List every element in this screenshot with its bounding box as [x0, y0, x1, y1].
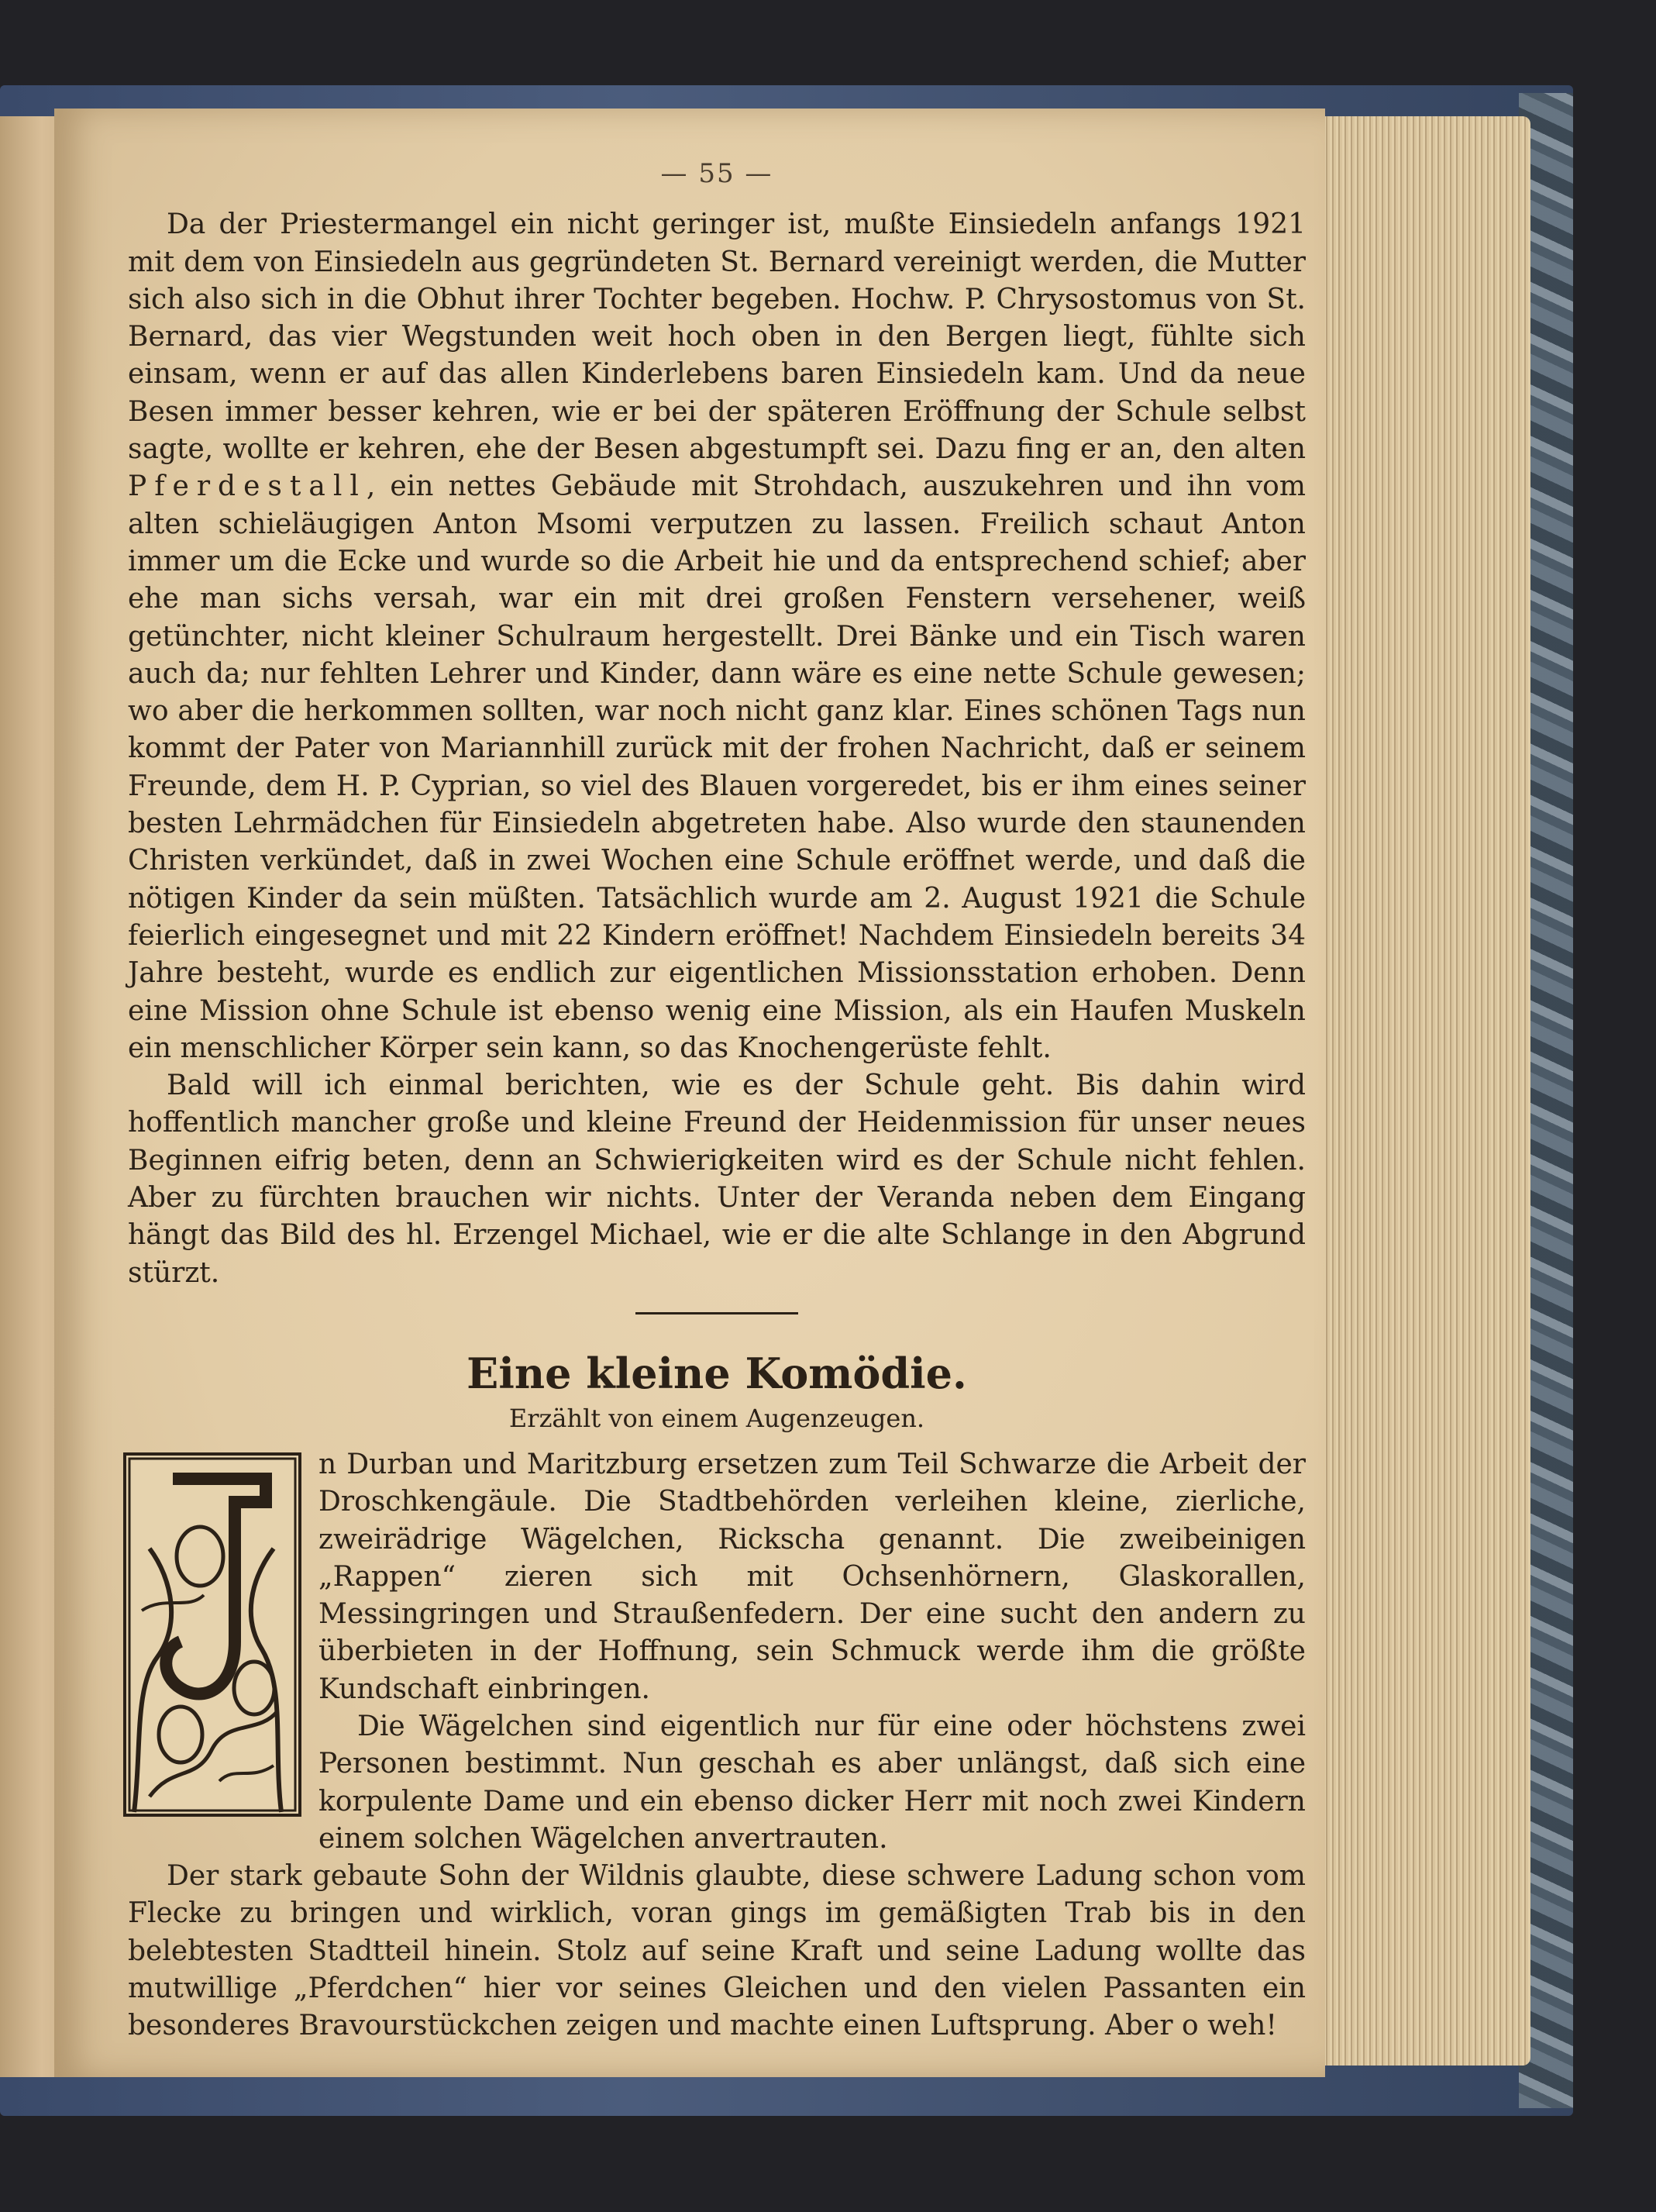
- story-subtitle: Erzählt von einem Augenzeugen.: [508, 1403, 925, 1433]
- paragraph-2: Bald will ich einmal berichten, wie es der Schule geht. Bis dahin wird hoffentlich mancher große und kleine Freund der Heidenmission für unser neues Beginnen eifrig beten, denn an Schwierigkeiten wird es der Schule nicht fehlen. Aber zu fürchten brauchen wir nichts. Unter der Veranda neben dem Eingang hängt das Bild des hl. Erzengel Michael, wie er die alte Schlange in den Abgrund stürzt.: [128, 1070, 1306, 1289]
- page-stack-edge: [1317, 116, 1530, 2066]
- decorated-initial: [123, 1452, 301, 1817]
- story-paragraph-2: Die Wägelchen sind eigentlich nur für eine oder höchstens zwei Personen bestimmt. Nun geschah es aber unlängst, daß sich eine korpulente Dame und ein ebenso dicker Herr mit noch zwei Kindern einem solchen Wägelchen anvertrauten.: [318, 1710, 1306, 1855]
- emphasized-word: Pferdestall: [128, 470, 367, 503]
- ornament-illustration: [126, 1456, 298, 1814]
- page-number: — 55 —: [660, 158, 773, 189]
- book-page: [54, 109, 1325, 2077]
- story-paragraph-1: n Durban und Maritzburg ersetzen zum Teil Schwarze die Arbeit der Droschkengäule. Die Stadtbehörden verleihen kleine, zierliche, zweirädrige Wägelchen, Rickscha genannt. Die zweibeinigen „Rappen“ zieren sich mit Ochsenhörnern, Glaskorallen, Messingringen und Straußenfedern. Der eine sucht den andern zu überbieten in der Hoffnung, sein Schmuck werde ihm die größte Kundschaft einbringen.: [318, 1448, 1306, 1705]
- story-title: Eine kleine Komödie.: [467, 1348, 967, 1398]
- story-paragraph-3: Der stark gebaute Sohn der Wildnis glaubte, diese schwere Ladung schon vom Flecke zu bringen und wirklich, voran gings im gemäßigten Trab bis in den belebtesten Stadtteil hinein. Stolz auf seine Kraft und seine Ladung wollte das mutwillige „Pferdchen“ hier vor seines Gleichen und den vielen Passanten ein besonderes Bravourstückchen zeigen und machte einen Luftsprung. Aber o weh!: [128, 1860, 1306, 2042]
- page-content: [128, 155, 1306, 2045]
- paragraph-1-rest: , ein nettes Gebäude mit Strohdach, auszukehren und ihn vom alten schieläugigen Anton Msomi verputzen zu lassen. Freilich schaut Anton immer um die Ecke und wurde so die Arbeit hie und da entsprechend schief; aber ehe man sichs versah, war ein mit drei großen Fenstern versehener, weiß getünchter, nicht kleiner Schulraum hergestellt. Drei Bänke und ein Tisch waren auch da; nur fehlten Lehrer und Kinder, dann wäre es eine nette Schule gewesen; wo aber die herkommen sollten, war noch nicht ganz klar. Eines schönen Tags nun kommt der Pater von Mariannhill zurück mit der frohen Nachricht, daß er seinem Freunde, dem H. P. Cyprian, so viel des Blauen vorgeredet, bis er ihm eines seiner besten Lehrmädchen für Einsiedeln abgetreten habe. Also wurde den staunenden Christen verkündet, daß in zwei Wochen eine Schule eröffnet werde, und daß die nötigen Kinder da sein müßten. Tatsächlich wurde am 2. August 1921 die Schule feierlich eingesegnet und mit 22 Kindern eröffnet! Nachdem Einsiedeln bereits 34 Jahre besteht, wurde es endlich zur eigentlichen Missionsstation erhoben. Denn eine Mission ohne Schule ist ebenso wenig eine Mission, als ein Haufen Muskeln ein menschlicher Körper sein kann, so das Knochengerüste fehlt.: [128, 470, 1306, 1064]
- paragraph-1-text: Da der Priestermangel ein nicht geringer ist, mußte Einsiedeln anfangs 1921 mit dem von Einsiedeln aus gegründeten St. Bernard vereinigt werden, die Mutter sich also sich in die Obhut ihrer Tochter begeben. Hochw. P. Chrysostomus von St. Bernard, das vier Wegstunden weit hoch oben in den Bergen liegt, fühlte sich einsam, wenn er auf das allen Kinderlebens baren Einsiedeln kam. Und da neue Besen immer besser kehren, wie er bei der späteren Eröffnung der Schule selbst sagte, wollte er kehren, ehe der Besen abgestumpft sei. Dazu fing er an, den alten: [128, 208, 1306, 466]
- section-divider: [635, 1312, 798, 1314]
- paragraph-1: [128, 206, 1306, 1067]
